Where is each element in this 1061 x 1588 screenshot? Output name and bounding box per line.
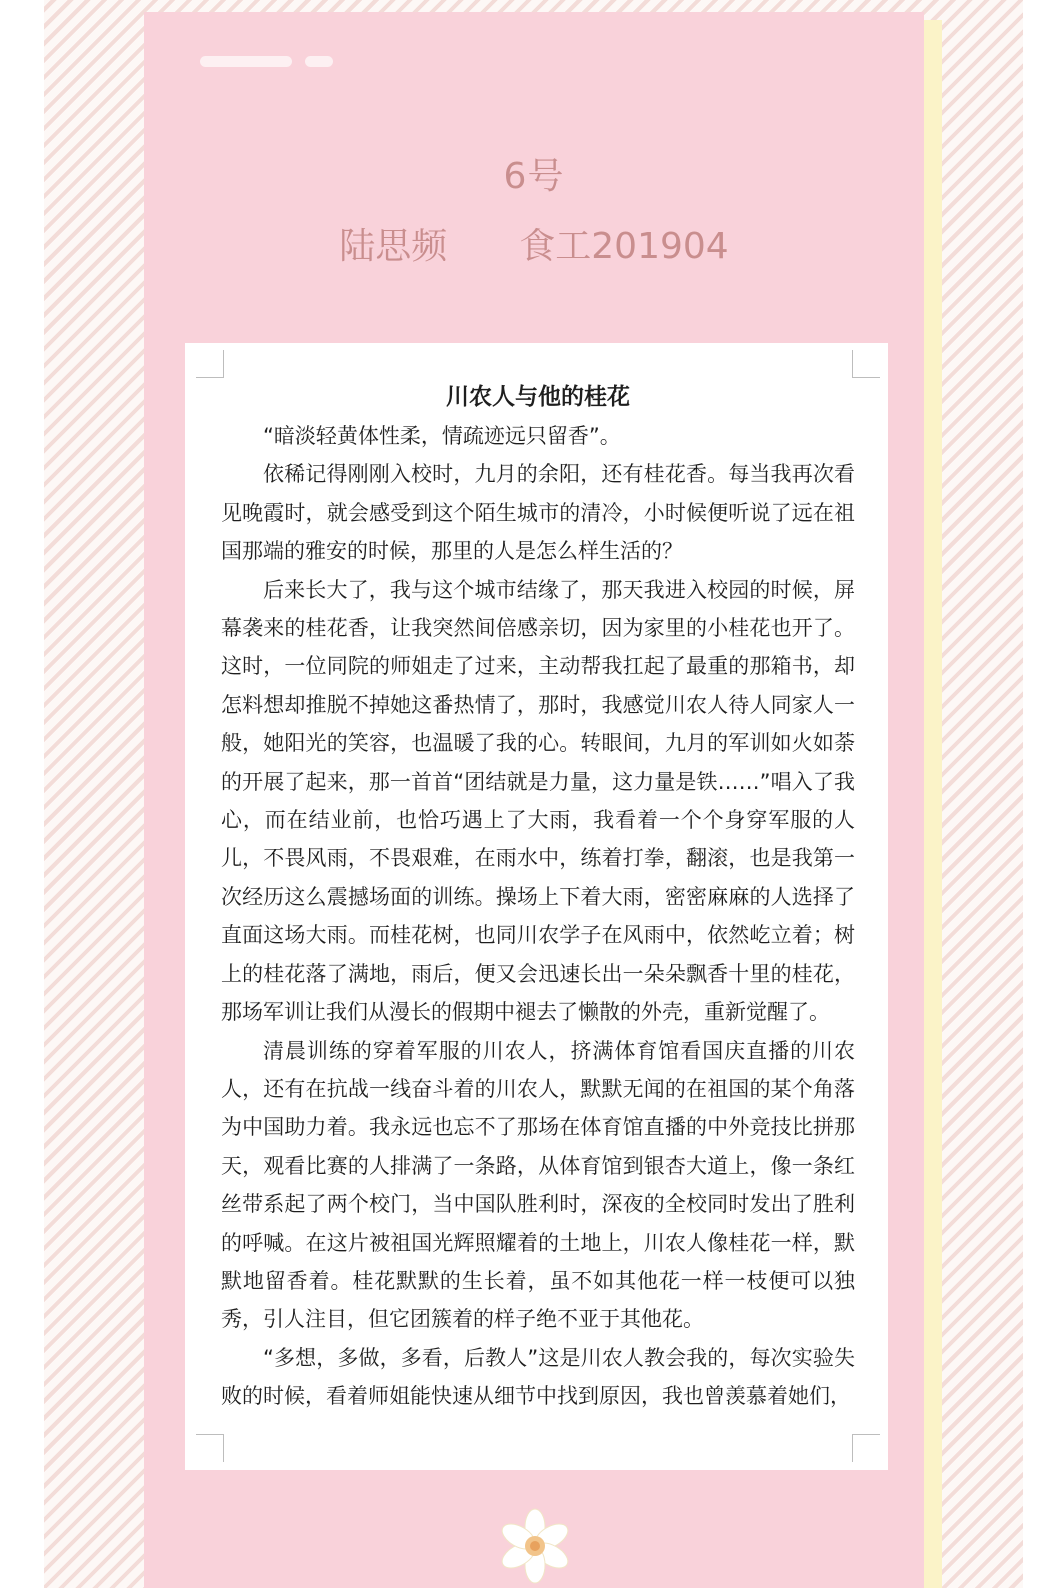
left-margin-band	[0, 0, 44, 1588]
essay-paragraph: “暗淡轻黄体性柔，情疏迹远只留香”。	[263, 424, 621, 448]
entry-number: 6号	[503, 156, 565, 197]
decorative-dash-long	[200, 56, 292, 67]
essay-paragraph: 后来长大了，我与这个城市结缘了，那天我进入校园的时候，屏幕袭来的桂花香，让我突然间倍感亲切，因为家里的小桂花也开了。这时，一位同院的师姐走了过来，主动帮我扛起了最重的那箱书，却怎料想却推脱不掉她这番热情了，那时，我感觉川农人待人同家人一般，她阳光的笑容，也温暖了我的心。转眼间，九月的军训如火如荼的开展了起来，那一首首“团结就是力量，这力量是铁……”唱入了我心，而在结业前，也恰巧遇上了大雨，我看着一个个身穿军服的人儿，不畏风雨，不畏艰难，在雨水中，练着打拳，翻滚，也是我第一次经历这么震撼场面的训练。操场上下着大雨，密密麻麻的人选择了直面这场大雨。而桂花树，也同川农学子在风雨中，依然屹立着；树上的桂花落了满地，雨后，便又会迅速长出一朵朵飘香十里的桂花，那场军训让我们从漫长的假期中褪去了懒散的外壳，重新觉醒了。	[221, 577, 855, 1025]
essay-document	[185, 343, 888, 1470]
corner-mark-top-right	[852, 350, 880, 378]
essay-paragraph: 依稀记得刚刚入校时，九月的余阳，还有桂花香。每当我再次看见晚霞时，就会感受到这个陌生城市的清冷，小时候便听说了远在祖国那端的雅安的时候，那里的人是怎么样生活的？	[221, 462, 855, 564]
corner-mark-bottom-right	[852, 1434, 880, 1462]
essay-paragraph: “多想，多做，多看，后教人”这是川农人教会我的，每次实验失败的时候，看着师姐能快速从细节中找到原因，我也曾羡慕着她们，	[221, 1345, 855, 1409]
essay-paragraph: 清晨训练的穿着军服的川农人，挤满体育馆看国庆直播的川农人，还有在抗战一线奋斗着的川农人，默默无闻的在祖国的某个角落为中国助力着。我永远也忘不了那场在体育馆直播的中外竞技比拼那天，观看比赛的人排满了一条路，从体育馆到银杏大道上，像一条红丝带系起了两个校门，当中国队胜利时，深夜的全校同时发出了胜利的呼喊。在这片被祖国光辉照耀着的土地上，川农人像桂花一样，默默地留香着。桂花默默的生长着，虽不如其他花一样一枝便可以独秀，引人注目，但它团簇着的样子绝不亚于其他花。	[221, 1038, 855, 1332]
right-margin-band	[1023, 0, 1061, 1588]
essay-body	[221, 377, 855, 1416]
corner-mark-top-left	[196, 350, 224, 378]
corner-mark-bottom-left	[196, 1434, 224, 1462]
decorative-dash-short	[305, 56, 333, 67]
flower-icon	[495, 1506, 575, 1586]
author-class-line: 陆思频 食工201904	[339, 226, 729, 267]
essay-title: 川农人与他的桂花	[446, 384, 630, 410]
